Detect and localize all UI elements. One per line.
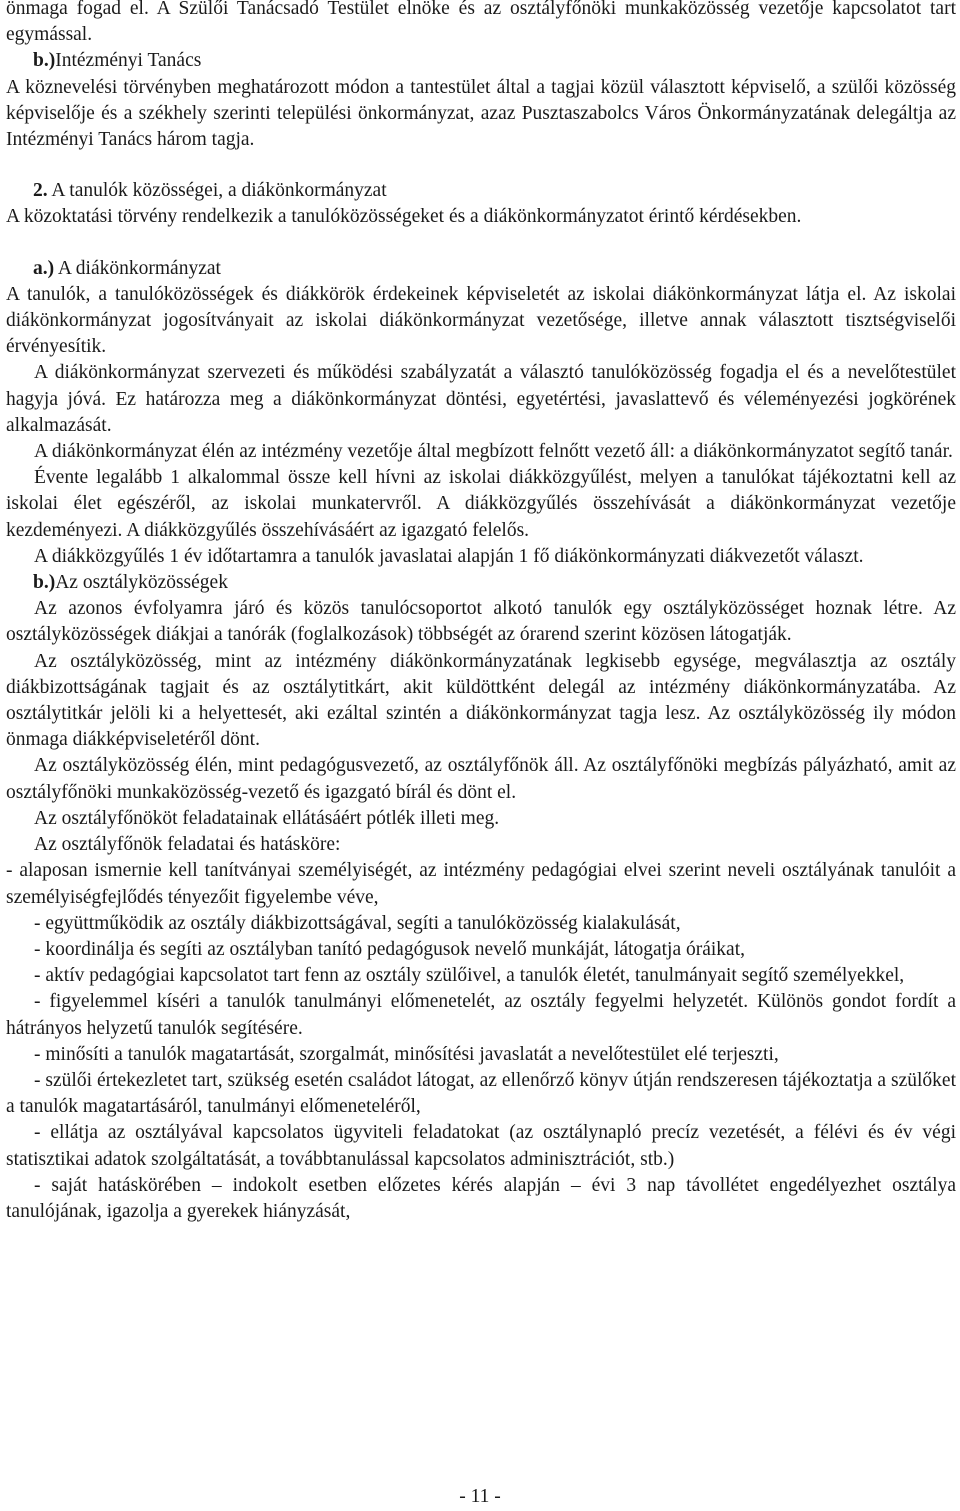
paragraph-osztalyfonok-feladatai: Az osztályfőnök feladatai és hatásköre:: [34, 834, 341, 856]
list-item: - saját hatáskörében – indokolt esetben előzetes kérés alapján – évi 3 nap távollétet engedélyezhet osztálya tanulójának, igazolja a gyerekek hiányzását,: [6, 1174, 956, 1222]
heading-title: A diákönkormányzat: [54, 257, 221, 279]
heading-label: b.): [33, 50, 56, 72]
paragraph-diakonkormanyzat-kepviselet: A tanulók, a tanulóközösségek és diákkörök érdekeinek képviseletét az iskolai diákönkormányzat látja el. Az iskolai diákönkormányzat jogosítványait az iskolai diákönkormányzat vezetősége, illetve annak választott tisztségviselői érvényesítik.: [6, 283, 956, 358]
list-item: - aktív pedagógiai kapcsolatot tart fenn az osztály szülőivel, a tanulók életét, tanulmányait segítő személyekkel,: [34, 965, 905, 987]
heading-diakonkormanyzat: [6, 256, 956, 282]
paragraph-diakkozgyules: Évente legalább 1 alkalommal össze kell hívni az iskolai diákközgyűlést, melyen a tanulókat tájékoztatni kell az iskolai élet egészéről, az iskolai munkatervről. A diákközgyűlés összehívását a diákönkormányzat vezetője kezdeményezi. A diákközgyűlés összehívásáért az igazgató felelős.: [6, 467, 956, 541]
heading-label: b.): [33, 572, 56, 594]
paragraph-osztalykozosseg-letrehozas: Az azonos évfolyamra járó és közös tanulócsoportot alkotó tanulók egy osztályközösséget hoznak létre. Az osztályközösségek diákjai a tanórák (foglalkozások) többségét az órarend szerint közösen látogatják.: [6, 598, 956, 646]
list-item: - szülői értekezletet tart, szükség esetén családot látogat, az ellenőrző könyv útján rendszeresen tájékoztatja a szülőket a tanulók magatartásáról, tanulmányi előmeneteléről,: [6, 1069, 956, 1118]
heading-title: A tanulók közösségei, a diákönkormányzat: [47, 180, 387, 202]
paragraph-osztalyfonok-megbizas: Az osztályközösség élén, mint pedagógusvezető, az osztályfőnök áll. Az osztályfőnöki megbízás pályázható, amit az osztályfőnöki munkaközösség-vezető és igazgató bírál és dönt el.: [6, 755, 956, 803]
page-number: - 11 -: [459, 1486, 501, 1507]
paragraph-szuloi-tanacsado: önmaga fogad el. A Szülői Tanácsadó Testület elnöke és az osztályfőnöki munkaközösség vezetője kapcsolatot tart egymással.: [6, 0, 956, 46]
paragraph-diakvezeto: A diákközgyűlés 1 év időtartamra a tanulók javaslatai alapján 1 fő diákönkormányzati diákvezetőt választ.: [34, 545, 864, 567]
heading-title: Az osztályközösségek: [55, 572, 228, 594]
paragraph-diakonkormanyzat-vezeto: A diákönkormányzat élén az intézmény vezetője által megbízott felnőtt vezető áll: a diákönkormányzatot segítő tanár.: [34, 441, 953, 463]
paragraph-diakonkormanyzat-szmsz: A diákönkormányzat szervezeti és működési szabályzatát a választó tanulóközösség fogadja el és a nevelőtestület hagyja jóvá. Ez határozza meg a diákönkormányzat döntési, egyetértési, javaslattevő és véleményezési jogkörének alkalmazását.: [6, 362, 956, 436]
heading-label: 2.: [33, 180, 48, 202]
list-item: - ellátja az osztályával kapcsolatos ügyviteli feladatokat (az osztálynapló precíz vezetését, a félévi és év végi statisztikai adatok szolgáltatását, a továbbtanulással kapcsolatos adminisztrációt, stb.): [6, 1122, 956, 1170]
paragraph-intezmenyi-tanacs: A köznevelési törvényben meghatározott módon a tantestület által a tagjai közül választott képviselő, a szülői közösség képviselője és a székhely szerinti települési önkormányzat, azaz Pusztaszabolcs Város Önkormányzatának delegáltja az Intézményi Tanács három tagja.: [6, 76, 956, 151]
list-item: - együttműködik az osztály diákbizottságával, segíti a tanulóközösség kialakulását,: [34, 912, 681, 934]
list-item: - minősíti a tanulók magatartását, szorgalmát, minősítési javaslatát a nevelőtestület elé terjeszti,: [34, 1043, 779, 1065]
heading-label: a.): [33, 257, 55, 279]
heading-tanulok-kozossegei: [6, 178, 956, 204]
list-item: - figyelemmel kíséri a tanulók tanulmányi előmenetelét, az osztály fegyelmi helyzetét. Különös gondot fordít a hátrányos helyzetű tanulók segítésére.: [6, 991, 956, 1039]
paragraph-osztalykozosseg-diakbizottsag: Az osztályközösség, mint az intézmény diákönkormányzatának legkisebb egysége, megválasztja az osztály diákbizottságának tagjait és az osztálytitkárt, akit küldöttként delegál az intézmény diákönkormányzatába. Az osztálytitkár jelöli ki a helyettesét, aki ezáltal szintén a diákönkormányzat tagja lesz. Az osztályközösség ily módon önmaga diákképviseletéről dönt.: [6, 650, 956, 751]
heading-osztalykozossegek: [6, 570, 956, 596]
heading-title: Intézményi Tanács: [55, 50, 202, 72]
paragraph-kozoktatasi-torveny: A közoktatási törvény rendelkezik a tanulóközösségeket és a diákönkormányzatot érintő kérdésekben.: [6, 206, 802, 228]
heading-intezmenyi-tanacs: [6, 48, 956, 74]
list-item: - alaposan ismernie kell tanítványai személyiségét, az intézmény pedagógiai elvei szerint neveli osztályának tanulóit a személyiségfejlődés tényezőit figyelembe véve,: [6, 860, 956, 908]
document-page: [6, 0, 956, 1225]
paragraph-osztalyfonok-potlek: Az osztályfőnököt feladatainak ellátásáért pótlék illeti meg.: [34, 807, 500, 829]
list-item: - koordinálja és segíti az osztályban tanító pedagógusok nevelő munkáját, látogatja óráikat,: [34, 938, 745, 960]
